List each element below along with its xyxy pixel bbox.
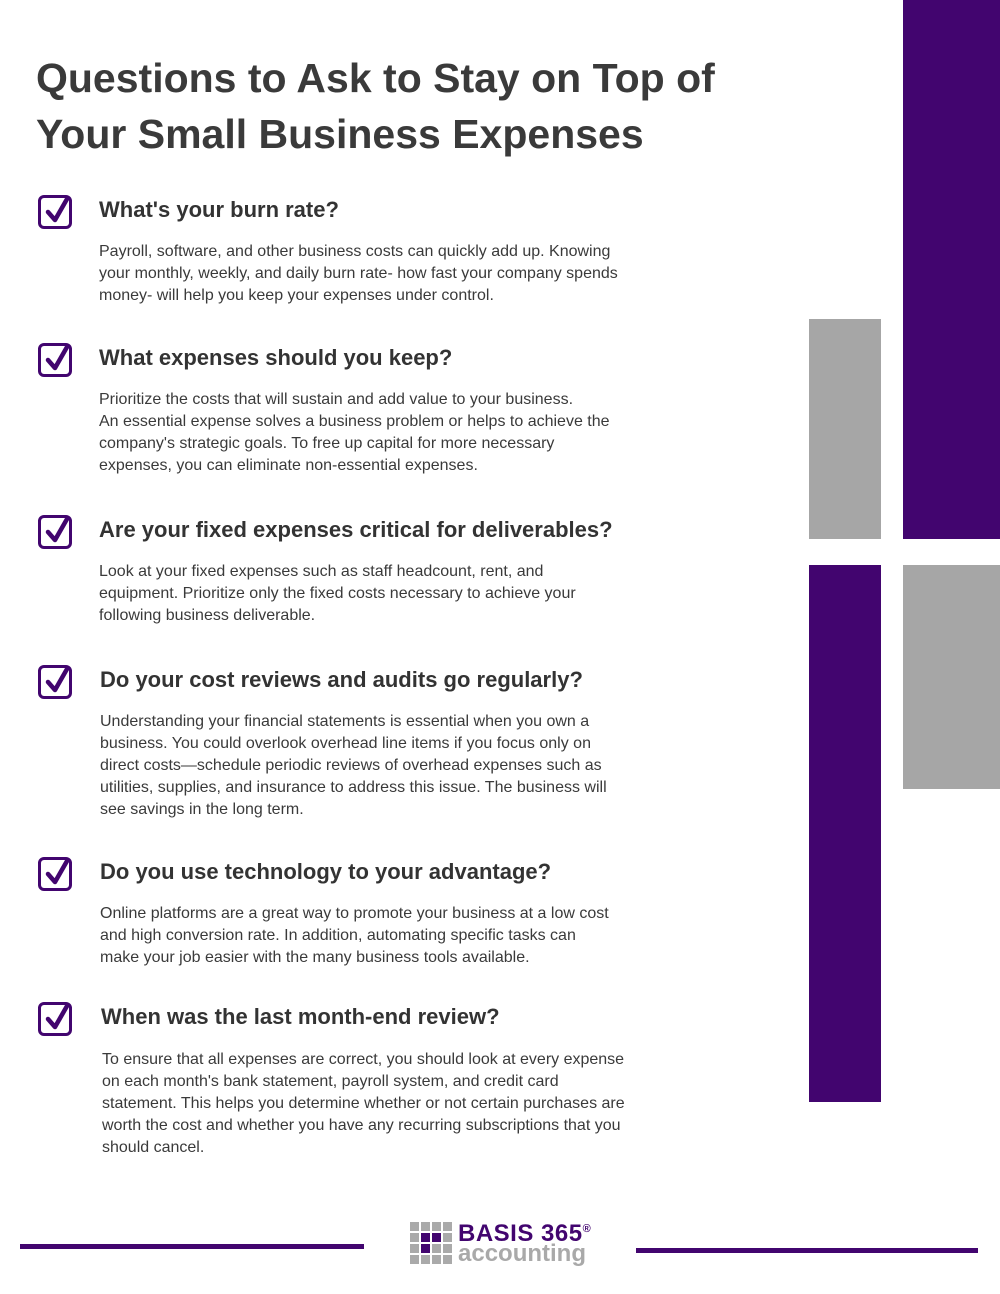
decorative-bar-gray-bottom xyxy=(903,565,1000,789)
checkbox-icon xyxy=(38,343,72,377)
decorative-bar-gray-top xyxy=(809,319,881,539)
checkbox-icon xyxy=(38,857,72,891)
question-body: Payroll, software, and other business costs can quickly add up. Knowing your monthly, weekly, and daily burn rate- how fast your company spends money- will help you keep your expenses under control. xyxy=(99,243,618,304)
question-heading: Do you use technology to your advantage? xyxy=(100,859,552,884)
page-title: Questions to Ask to Stay on Top of Your Small Business Expenses xyxy=(36,55,715,157)
checkbox-icon xyxy=(38,515,72,549)
logo-grid-icon xyxy=(410,1222,454,1266)
checkbox-icon xyxy=(38,665,72,699)
question-heading: Are your fixed expenses critical for deliverables? xyxy=(99,517,613,542)
decorative-bar-purple-top xyxy=(903,0,1000,539)
logo-text-basis365: BASIS 365® xyxy=(458,1220,592,1247)
basis365-logo xyxy=(410,1220,610,1270)
decorative-bar-purple-bottom xyxy=(809,565,881,1102)
question-body: Look at your fixed expenses such as staff headcount, rent, and equipment. Prioritize only the fixed costs necessary to achieve your following business deliverable. xyxy=(99,563,576,624)
registered-mark: ® xyxy=(582,1223,592,1235)
question-heading: What expenses should you keep? xyxy=(99,345,453,370)
question-heading: Do your cost reviews and audits go regularly? xyxy=(100,667,583,692)
logo-text-accounting: accounting xyxy=(458,1240,587,1267)
checkbox-icon xyxy=(38,195,72,229)
question-body: To ensure that all expenses are correct, you should look at every expense on each month's bank statement, payroll system, and credit card statement. This helps you determine whether or not certain purchases are worth the cost and whether you have any recurring subscriptions that you should cancel. xyxy=(102,1051,625,1156)
question-body: Prioritize the costs that will sustain and add value to your business. An essential expense solves a business problem or helps to achieve the company's strategic goals. To free up capital for more necessary expenses, you can eliminate non-essential expenses. xyxy=(99,391,610,474)
question-body: Understanding your financial statements is essential when you own a business. You could overlook overhead line items if you focus only on direct costs—schedule periodic reviews of overhead expenses such as utilities, supplies, and insurance to address this issue. The business will see savings in the long term. xyxy=(100,713,607,818)
footer-line-left xyxy=(20,1244,364,1249)
question-heading: When was the last month-end review? xyxy=(101,1004,500,1029)
footer-line-right xyxy=(636,1248,978,1253)
question-heading: What's your burn rate? xyxy=(99,197,339,222)
checkbox-icon xyxy=(38,1002,72,1036)
question-body: Online platforms are a great way to promote your business at a low cost and high conversion rate. In addition, automating specific tasks can make your job easier with the many business tools available. xyxy=(100,905,609,966)
